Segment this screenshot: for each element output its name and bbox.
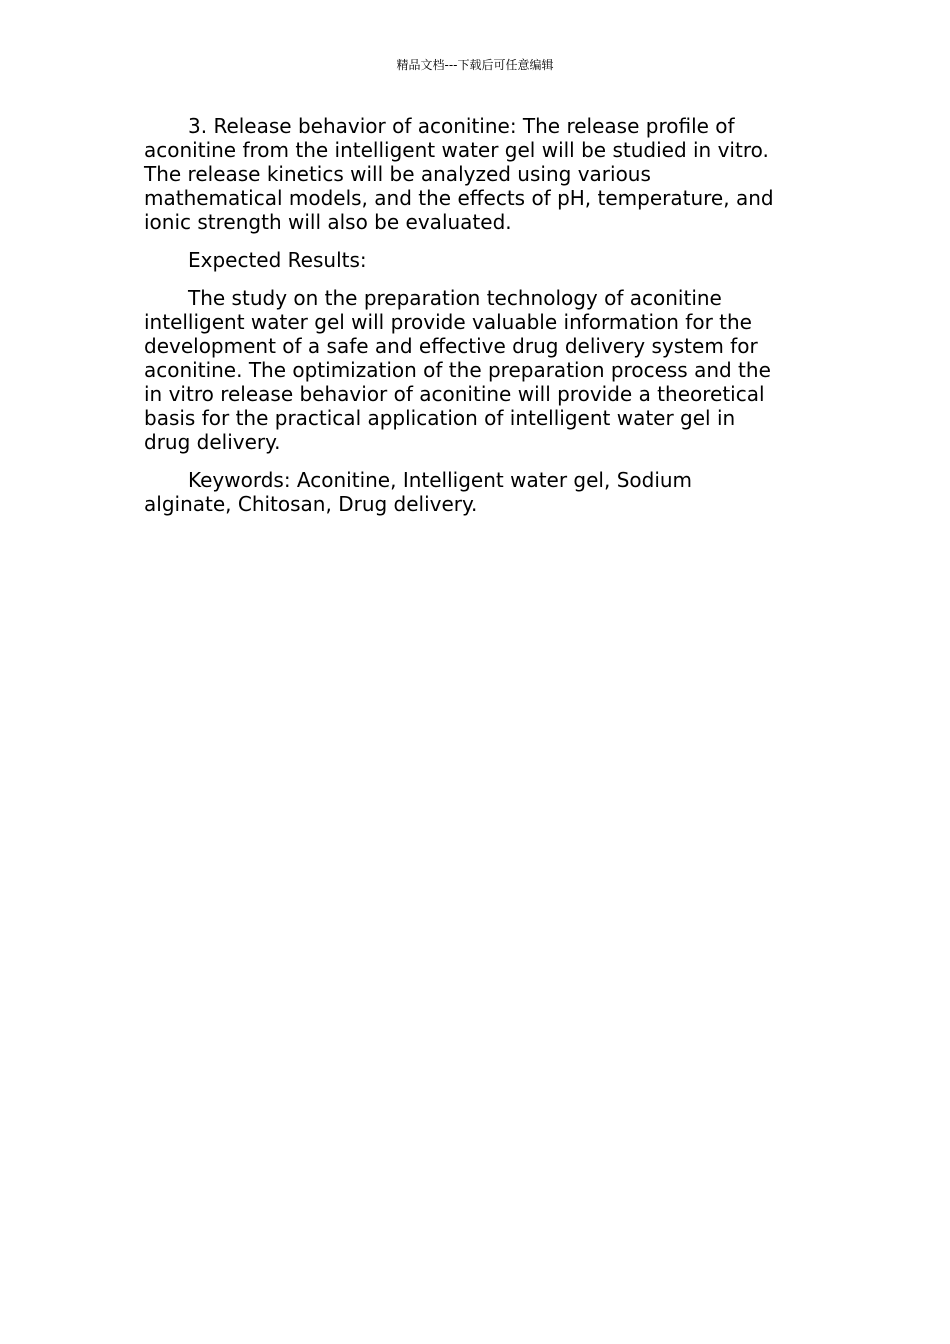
text-line: Expected Results: [188,248,367,272]
text-line: 3. Release behavior of aconitine: The release profile of [188,114,735,138]
text-line: aconitine. The optimization of the preparation process and the [144,358,771,382]
paragraph-expected-results [144,286,806,454]
text-line: Keywords: Aconitine, Intelligent water gel, Sodium [188,468,693,492]
text-line: intelligent water gel will provide valuable information for the [144,310,752,334]
text-line: aconitine from the intelligent water gel will be studied in vitro. [144,138,769,162]
text-line: The study on the preparation technology of aconitine [188,286,722,310]
heading-expected-results [144,248,806,272]
text-line: in vitro release behavior of aconitine will provide a theoretical [144,382,765,406]
paragraph-release-behavior [144,114,806,234]
text-line: development of a safe and effective drug delivery system for [144,334,758,358]
text-line: The release kinetics will be analyzed using various [144,162,651,186]
text-line: mathematical models, and the effects of pH, temperature, and [144,186,774,210]
document-body [144,114,806,530]
text-line: drug delivery. [144,430,281,454]
text-line: basis for the practical application of intelligent water gel in [144,406,736,430]
paragraph-keywords [144,468,806,516]
page-header: 精品文档---下载后可任意编辑 [396,58,554,72]
text-line: alginate, Chitosan, Drug delivery. [144,492,478,516]
text-line: ionic strength will also be evaluated. [144,210,512,234]
